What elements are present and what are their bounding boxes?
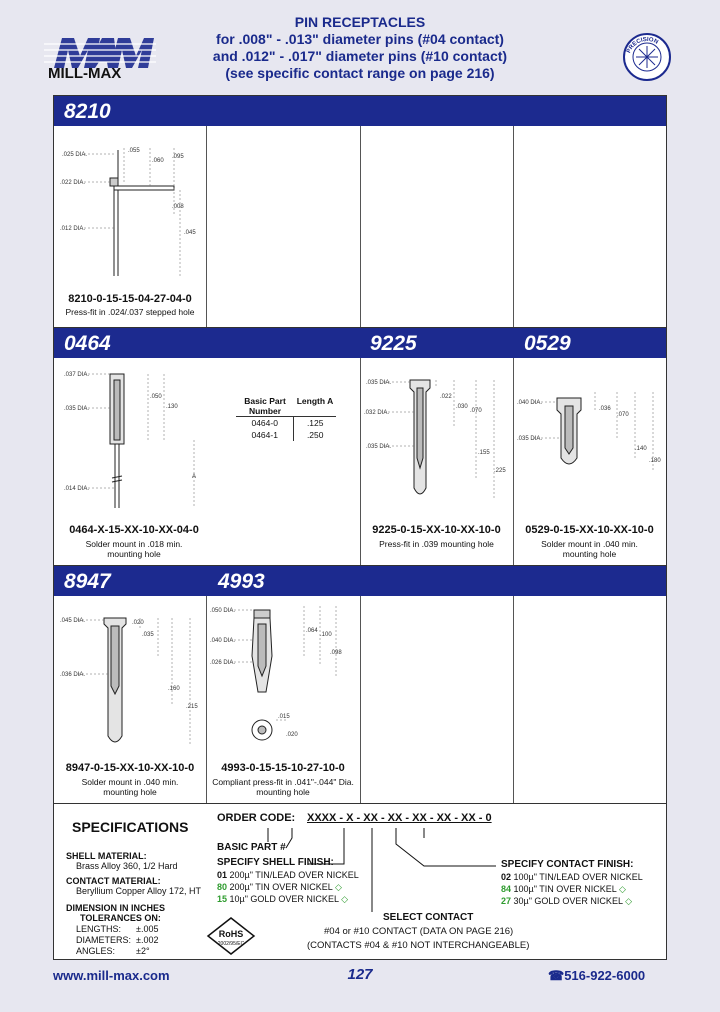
part-title-9225: 9225	[370, 332, 417, 355]
dim-8210-2: .012 DIA.	[60, 226, 86, 232]
seal-text: PRECISION	[626, 36, 659, 55]
drawing-0464	[54, 358, 214, 518]
order-code-connectors	[54, 804, 666, 959]
dim-8947-3: .036 DIA.	[60, 672, 86, 678]
footer-phone: ☎516-922-6000	[548, 968, 646, 983]
part-title-4993: 4993	[218, 570, 265, 593]
contact-finish-title: SPECIFY CONTACT FINISH:	[501, 859, 634, 870]
panel-row-3	[53, 565, 667, 805]
subtitle-line-2: and .012" - .017" diameter pins (#10 contact)	[212, 48, 508, 64]
table-row: 0464-1 .250	[236, 429, 336, 441]
basic-part-label: BASIC PART #	[217, 842, 286, 853]
dim-8947-1: .020	[132, 620, 144, 626]
dim-9225-4: .070	[470, 408, 482, 414]
dim-0529-5: .180	[649, 458, 661, 464]
part-desc-0529-2: mounting hole	[562, 549, 617, 559]
dim-0464-4: .130	[166, 404, 178, 410]
drawing-0529	[513, 358, 666, 518]
contact-material-label: CONTACT MATERIAL:	[66, 876, 161, 886]
svg-text:2002/95/EC: 2002/95/EC	[217, 941, 245, 947]
logo-wordmark: MILL-MAX	[48, 65, 122, 82]
dim-4993-4: .100	[320, 632, 332, 638]
dim-8210-6: .008	[172, 204, 184, 210]
subtitle-line-1: for .008" - .013" diameter pins (#04 contact)	[216, 31, 504, 47]
shell-finish-01: 01 200µ" TIN/LEAD OVER NICKEL	[217, 870, 359, 880]
part-title-0464: 0464	[64, 332, 111, 355]
footer-website-link[interactable]: www.mill-max.com	[53, 968, 170, 983]
part-desc-8947-1: Solder mount in .040 min.	[81, 777, 179, 787]
contact-finish-02: 02 100µ" TIN/LEAD OVER NICKEL	[501, 872, 643, 882]
dim-0464-3: .050	[150, 394, 162, 400]
select-contact-title: SELECT CONTACT	[383, 912, 474, 923]
dim-0464-0: .037 DIA.	[64, 372, 90, 378]
subtitle-line-3: (see specific contact range on page 216)	[225, 65, 495, 81]
part-number-9225: 9225-0-15-XX-10-XX-10-0	[372, 524, 501, 536]
part-title-8947: 8947	[64, 570, 111, 593]
part-title-8210: 8210	[64, 100, 111, 123]
dim-0464-1: .035 DIA.	[64, 406, 90, 412]
panel-8210	[53, 95, 667, 329]
dim-4993-6: .015	[278, 714, 290, 720]
order-code-template: XXXX - X - XX - XX - XX - XX - XX - 0	[307, 812, 492, 824]
dimension-label: DIMENSION IN INCHES	[66, 903, 166, 913]
tol-diameter-value: ±.002	[136, 935, 159, 945]
part-desc-8210: Press-fit in .024/.037 stepped hole	[65, 307, 195, 317]
part-number-0464: 0464-X-15-XX-10-XX-04-0	[69, 524, 199, 536]
part-number-8947: 8947-0-15-XX-10-XX-10-0	[65, 762, 195, 774]
part-number-4993: 4993-0-15-15-10-27-10-0	[221, 762, 345, 774]
order-code-label: ORDER CODE:	[217, 812, 296, 824]
dim-9225-0: .035 DIA.	[366, 380, 392, 386]
tol-diameter-label: DIAMETERS:	[76, 935, 132, 945]
length-table-header-part: Basic Part Number	[244, 396, 286, 416]
dim-4993-2: .026 DIA.	[210, 660, 236, 666]
dim-0529-4: .140	[635, 446, 647, 452]
tolerance-label: TOLERANCES ON:	[80, 913, 161, 923]
dim-4993-3: .064	[306, 628, 318, 634]
dim-9225-3: .030	[456, 404, 468, 410]
shell-finish-15: 15 10µ" GOLD OVER NICKEL ◇	[217, 894, 349, 904]
dim-4993-5: .098	[330, 650, 342, 656]
dim-4993-0: .050 DIA.	[210, 608, 236, 614]
dim-8210-7: .045	[184, 230, 196, 236]
part-desc-9225: Press-fit in .039 mounting hole	[379, 539, 494, 549]
band-8210	[54, 96, 666, 126]
shell-finish-title: SPECIFY SHELL FINISH:	[217, 857, 334, 868]
dim-8947-4: .160	[168, 686, 180, 692]
tol-angle-label: ANGLES:	[76, 946, 116, 956]
part-number-8210: 8210-0-15-15-04-27-04-0	[68, 293, 192, 305]
drawing-8210	[54, 126, 206, 296]
dim-0529-2: .070	[617, 412, 629, 418]
tol-length-value: ±.005	[136, 924, 159, 934]
contact-finish-84: 84 100µ" TIN OVER NICKEL ◇	[501, 884, 626, 894]
dim-8947-2: .035	[142, 632, 154, 638]
dim-8210-5: .095	[172, 154, 184, 160]
dim-8210-4: .060	[152, 158, 164, 164]
dim-4993-1: .040 DIA.	[210, 638, 236, 644]
length-table-header-length: Length A	[296, 396, 334, 406]
contact-material-value: Beryllium Copper Alloy 172, HT	[76, 886, 202, 896]
drawing-9225	[360, 358, 513, 518]
rohs-diamond-icon: ◇	[341, 894, 349, 904]
part-title-0529: 0529	[524, 332, 571, 355]
panel-specs	[53, 803, 667, 960]
rohs-diamond-icon: ◇	[625, 896, 633, 906]
part-desc-8947-2: mounting hole	[103, 787, 157, 797]
tol-angle-value: ±2°	[136, 946, 150, 956]
panel-row-2	[53, 327, 667, 567]
dim-8947-5: .215	[186, 704, 198, 710]
dim-8210-3: .055	[128, 148, 140, 154]
page-number: 127	[347, 966, 373, 983]
dim-9225-5: .155	[478, 450, 490, 456]
shell-material-label: SHELL MATERIAL:	[66, 851, 147, 861]
dim-0464-2: .014 DIA.	[64, 486, 90, 492]
part-number-0529: 0529-0-15-XX-10-XX-10-0	[525, 524, 654, 536]
phone-icon: ☎	[548, 968, 565, 983]
specs-title: SPECIFICATIONS	[72, 819, 189, 835]
dim-9225-1: .022	[440, 394, 452, 400]
dim-0529-3: .035 DIA.	[517, 436, 543, 442]
tol-length-label: LENGTHS:	[76, 924, 122, 934]
rohs-diamond-icon: ◇	[334, 882, 342, 892]
part-desc-0464-2: mounting hole	[107, 549, 161, 559]
dim-8210-0: .025 DIA.	[62, 152, 88, 158]
rohs-diamond-icon: ◇	[618, 884, 626, 894]
mill-max-logo	[44, 34, 156, 82]
part-desc-0464-1: Solder mount in .018 min.	[85, 539, 183, 549]
dim-0464-5: A	[192, 474, 197, 480]
select-contact-line-1: #04 or #10 CONTACT (DATA ON PAGE 216)	[324, 926, 514, 937]
part-desc-4993-2: mounting hole	[256, 787, 310, 797]
dim-0529-1: .036	[599, 406, 611, 412]
dim-9225-2: .032 DIA.	[364, 410, 390, 416]
band-row-2	[54, 328, 666, 358]
dim-4993-7: .020	[286, 732, 298, 738]
dim-0529-0: .040 DIA.	[517, 400, 543, 406]
dim-8947-0: .045 DIA.	[60, 618, 86, 624]
length-table	[236, 396, 336, 441]
dim-8210-1: .022 DIA.	[60, 180, 86, 186]
part-desc-4993-1: Compliant press-fit in .041"-.044" Dia.	[212, 777, 354, 787]
shell-finish-80: 80 200µ" TIN OVER NICKEL ◇	[217, 882, 342, 892]
select-contact-line-2: (CONTACTS #04 & #10 NOT INTERCHANGEABLE)	[307, 940, 530, 951]
contact-finish-27: 27 30µ" GOLD OVER NICKEL ◇	[501, 896, 633, 906]
part-desc-0529-1: Solder mount in .040 min.	[541, 539, 638, 549]
precision-seal-icon	[622, 32, 672, 82]
shell-material-value: Brass Alloy 360, 1/2 Hard	[76, 861, 178, 871]
dim-9225-6: .035 DIA.	[366, 444, 392, 450]
svg-text:RoHS: RoHS	[218, 929, 244, 939]
page-title: PIN RECEPTACLES	[294, 14, 426, 30]
drawing-8947	[54, 596, 206, 756]
table-row: 0464-0 .125	[236, 417, 336, 429]
band-row-3	[54, 566, 666, 596]
dim-9225-7: .225	[494, 468, 506, 474]
drawing-4993	[206, 596, 360, 756]
